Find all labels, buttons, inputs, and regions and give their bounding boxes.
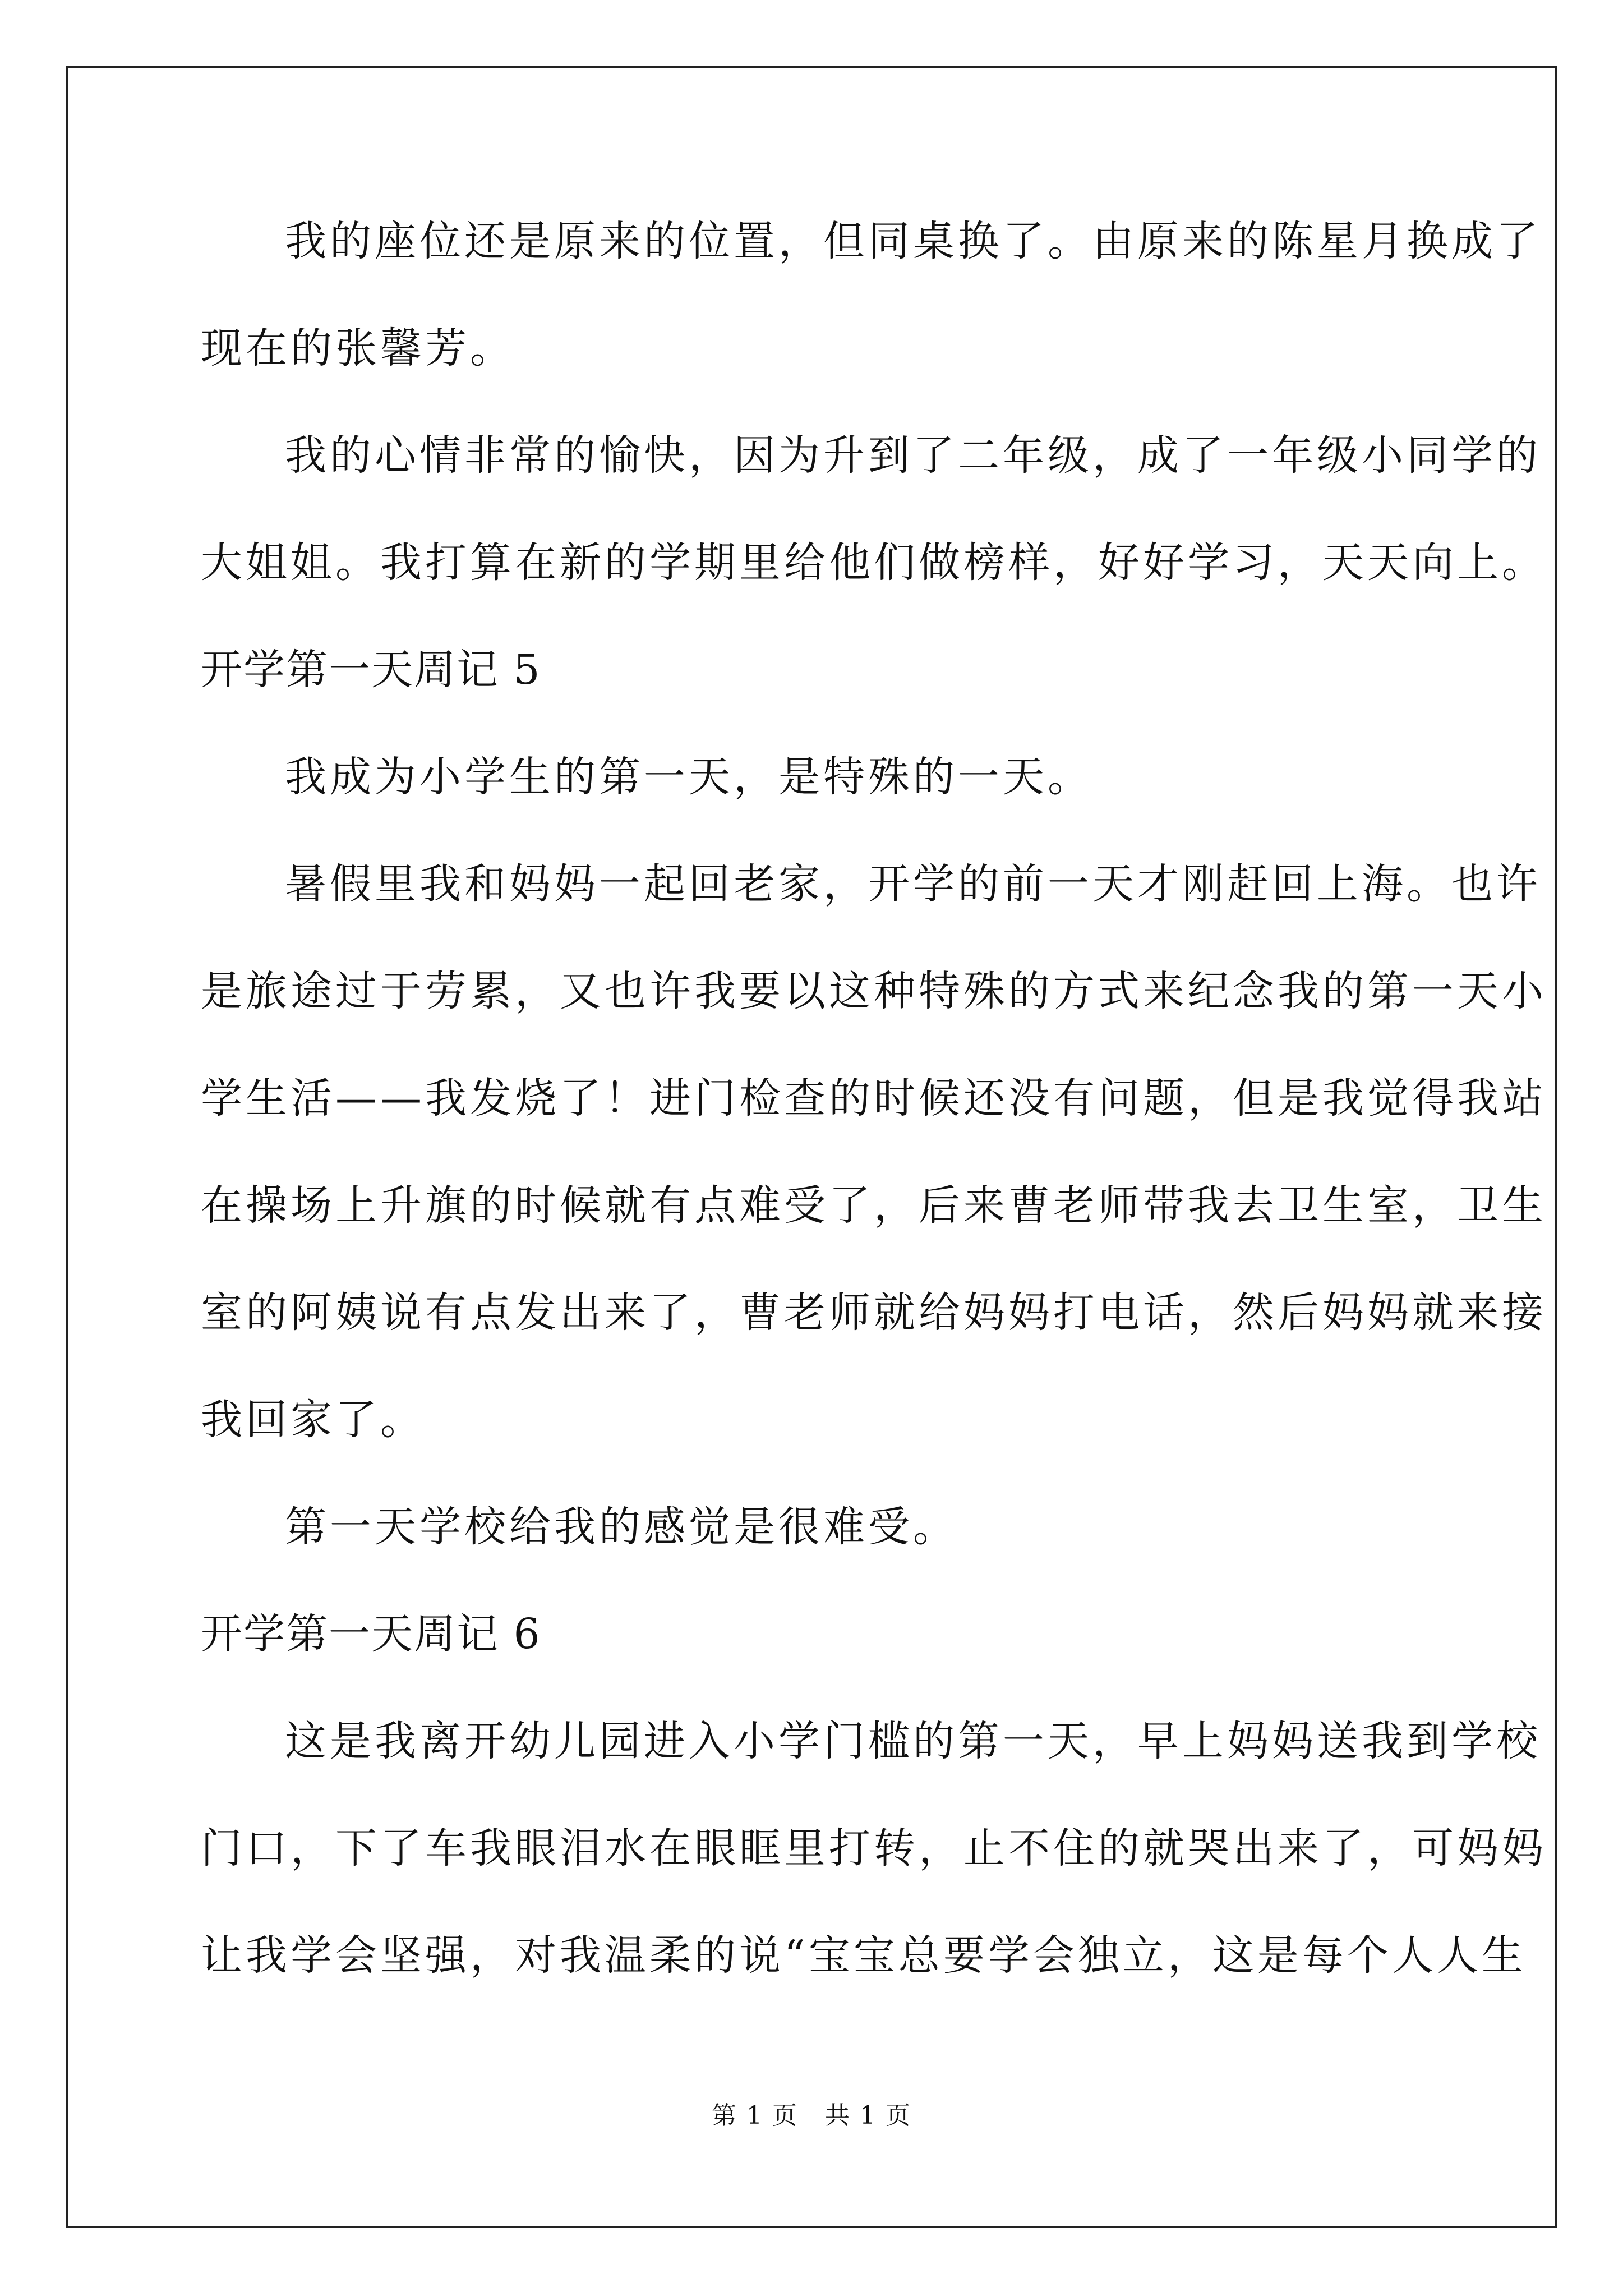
paragraph-line: 室的阿姨说有点发出来了，曹老师就给妈妈打电话，然后妈妈就来接 [201, 1289, 1547, 1337]
paragraph-line: 我的座位还是原来的位置，但同桌换了。由原来的陈星月换成了 [285, 217, 1541, 265]
paragraph-line: 第一天学校给我的感觉是很难受。 [285, 1503, 958, 1551]
paragraph-line: 我回家了。 [201, 1396, 425, 1444]
paragraph-line: 我成为小学生的第一天，是特殊的一天。 [285, 753, 1092, 801]
paragraph-line: 大姐姐。我打算在新的学期里给他们做榜样，好好学习，天天向上。 [201, 539, 1547, 587]
paragraph-line: 现在的张馨芳。 [201, 324, 515, 372]
paragraph-line: 这是我离开幼儿园进入小学门槛的第一天，早上妈妈送我到学校 [285, 1717, 1541, 1765]
page-footer [0, 2099, 1623, 2133]
paragraph-line: 是旅途过于劳累，又也许我要以这种特殊的方式来纪念我的第一天小 [201, 967, 1547, 1015]
section-heading: 开学第一天周记 5 [201, 646, 541, 694]
section-heading: 开学第一天周记 6 [201, 1610, 541, 1658]
paragraph-line: 让我学会坚强，对我温柔的说“宝宝总要学会独立，这是每个人人生 [201, 1931, 1527, 1980]
paragraph-line: 门口，下了车我眼泪水在眼眶里打转，止不住的就哭出来了，可妈妈 [201, 1824, 1547, 1872]
paragraph-line: 我的心情非常的愉快，因为升到了二年级，成了一年级小同学的 [285, 431, 1541, 480]
document-body [201, 208, 1547, 2029]
page-number-total: 共 1 页 [825, 2101, 911, 2130]
paragraph-line: 暑假里我和妈妈一起回老家，开学的前一天才刚赶回上海。也许 [285, 860, 1541, 908]
paragraph-line: 在操场上升旗的时候就有点难受了，后来曹老师带我去卫生室，卫生 [201, 1181, 1547, 1230]
page-number-current: 第 1 页 [712, 2101, 798, 2130]
paragraph-line: 学生活——我发烧了！进门检查的时候还没有问题，但是我觉得我站 [201, 1074, 1547, 1122]
